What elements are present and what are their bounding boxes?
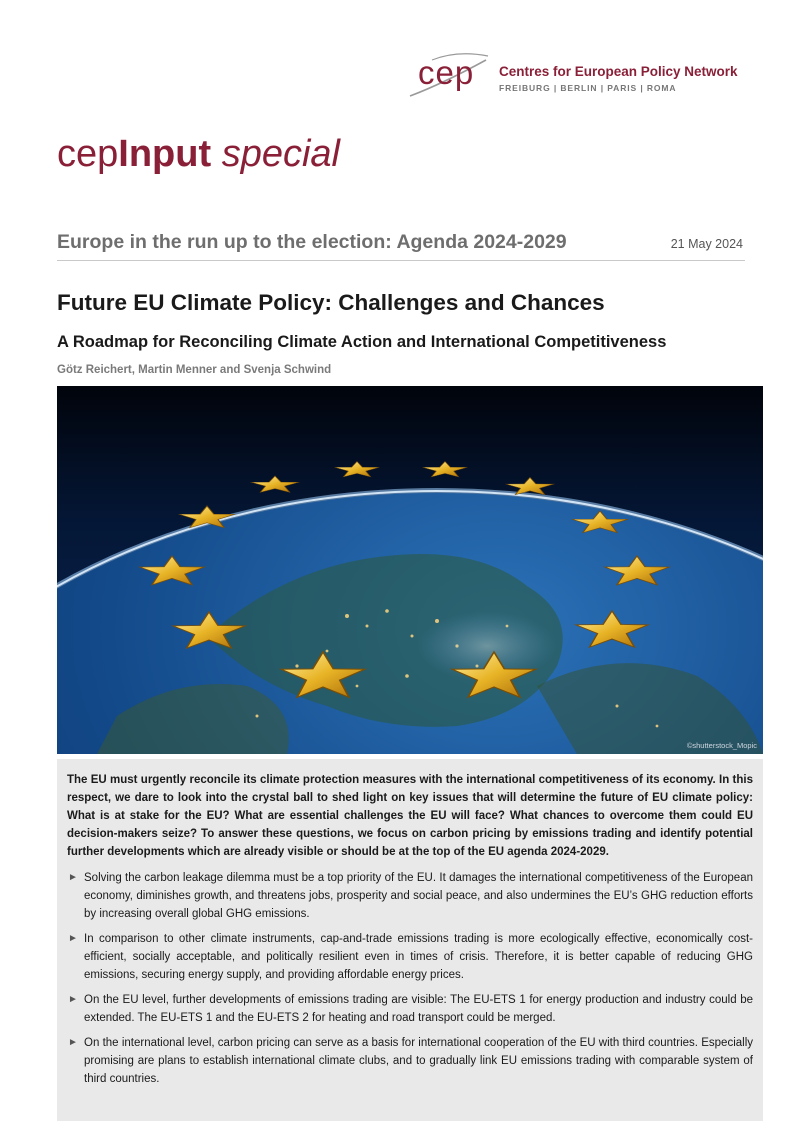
topic-heading: Europe in the run up to the election: Agenda 2024-2029 xyxy=(57,231,567,253)
list-item xyxy=(67,869,753,923)
globe-illustration xyxy=(57,386,763,754)
logo-word: cep xyxy=(418,54,475,91)
hero-image-eu-globe xyxy=(57,386,763,754)
series-part-cep: cep xyxy=(57,133,119,175)
image-credit: ©shutterstock_Mopic xyxy=(686,741,757,750)
summary-intro: The EU must urgently reconcile its climate protection measures with the international competitiveness of its economy. In this respect, we dare to look into the crystal ball to shed light on key issues that will determine the future of EU climate policy: What is at stake for the EU? What are essential challenges the EU will face? What chances to overcome them could EU decision-makers seize? To answer these questions, we focus on carbon pricing by emissions trading and identify potential further developments which are already visible or should be at the top of the EU agenda 2024-2029. xyxy=(67,774,753,858)
list-item xyxy=(67,930,753,984)
list-item xyxy=(67,1034,753,1088)
bullet-text: Solving the carbon leakage dilemma must be a top priority of the EU. It damages the international competitiveness of the European economy, diminishes growth, and threatens jobs, prosperity and social peace, and also undermines the EU’s GHG reduction efforts by increasing overall global GHG emissions. xyxy=(84,872,753,920)
cep-logo xyxy=(402,50,762,102)
bullet-text: In comparison to other climate instruments, cap-and-trade emissions trading is more ecologically effective, economically cost-efficient, socially acceptable, and politically resilient even in times of crisis. Therefore, it is better capable of reducing GHG emissions, securing energy supply, and providing affordable energy prices. xyxy=(84,933,753,981)
bullet-text: On the international level, carbon pricing can serve as a basis for international cooperation of the EU with third countries. Especially promising are plans to establish international climate clubs, and to gradually link EU emissions trading with comparable system of third countries. xyxy=(84,1037,753,1085)
series-title xyxy=(57,135,340,173)
page-subtitle: A Roadmap for Reconciling Climate Action and International Competitiveness xyxy=(57,333,667,351)
bullet-triangle-icon: ► xyxy=(68,933,78,944)
authors: Götz Reichert, Martin Menner and Svenja Schwind xyxy=(57,364,332,376)
page-title: Future EU Climate Policy: Challenges and Chances xyxy=(57,290,605,315)
summary-bullets xyxy=(67,869,753,1088)
bullet-triangle-icon: ► xyxy=(68,872,78,883)
publication-date: 21 May 2024 xyxy=(670,237,743,251)
logo-network-name: Centres for European Policy Network xyxy=(499,64,738,79)
divider xyxy=(57,260,745,261)
bullet-triangle-icon: ► xyxy=(68,1037,78,1048)
series-part-special: special xyxy=(211,133,340,175)
logo-cities: FREIBURG | BERLIN | PARIS | ROMA xyxy=(499,83,677,93)
summary-box xyxy=(57,759,763,1121)
series-part-input: Input xyxy=(118,133,212,175)
bullet-text: On the EU level, further developments of emissions trading are visible: The EU-ETS 1 for energy production and industry could be extended. The EU-ETS 1 and the EU-ETS 2 for heating and road transport could be merged. xyxy=(84,994,753,1024)
list-item xyxy=(67,991,753,1027)
bullet-triangle-icon: ► xyxy=(68,994,78,1005)
